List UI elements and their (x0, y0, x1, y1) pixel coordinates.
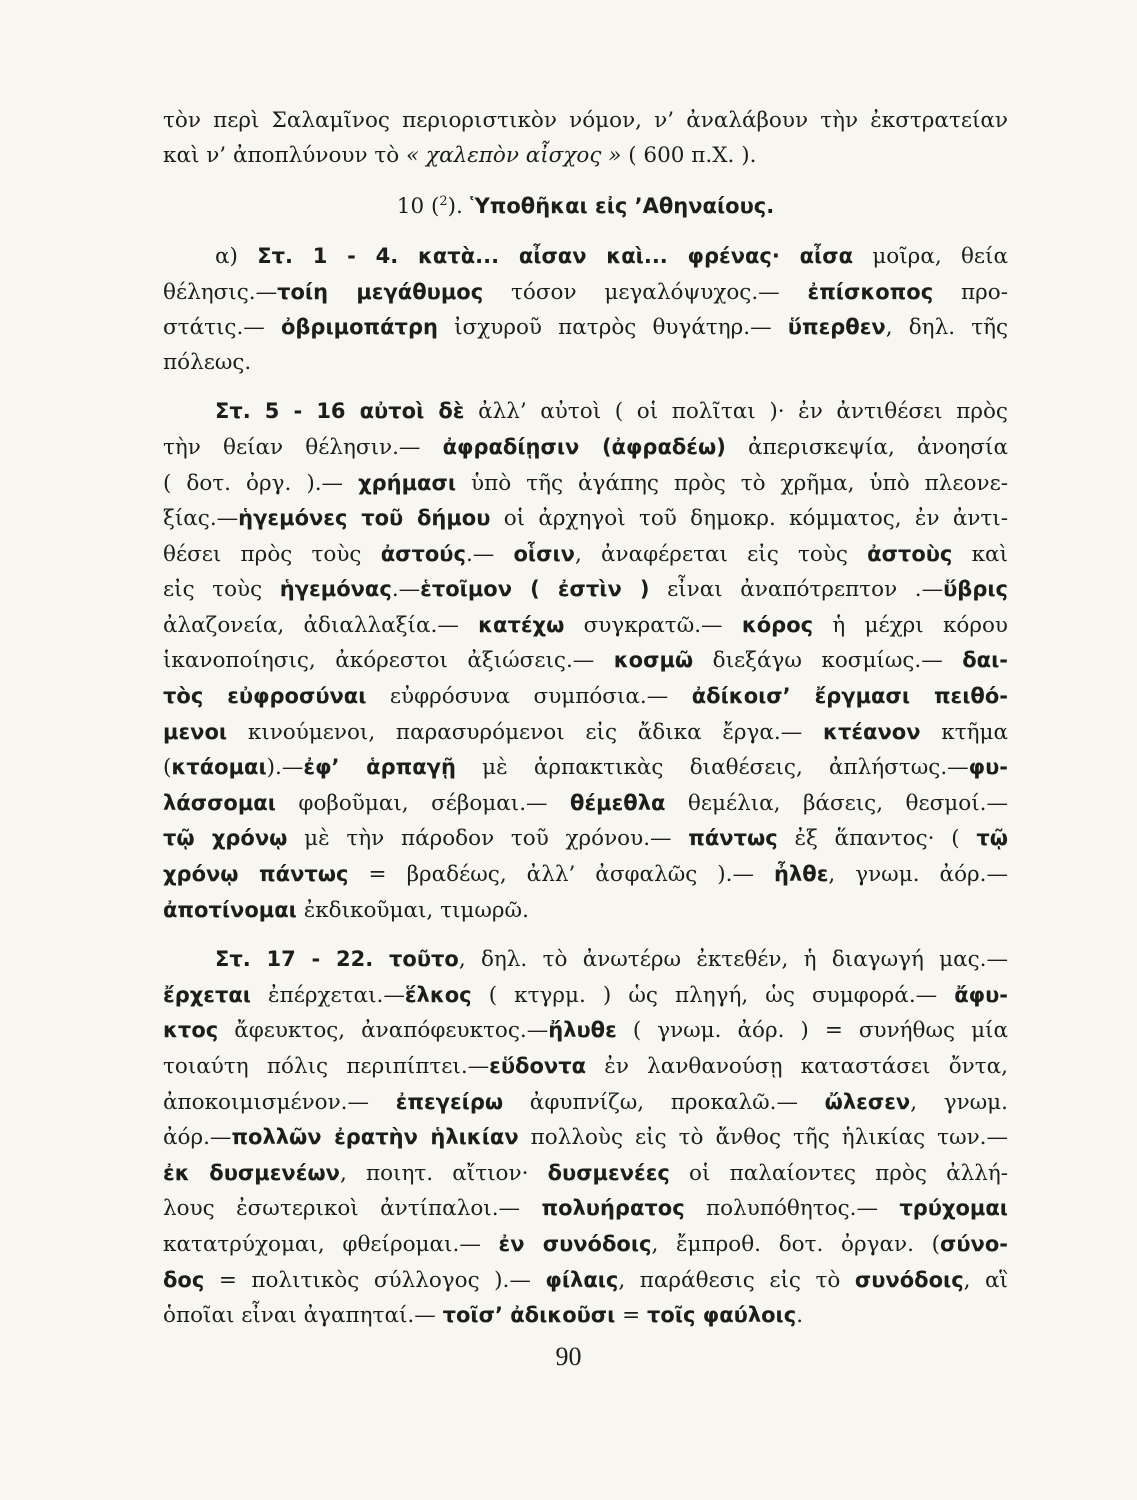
bold-term: φίλαις (545, 1267, 619, 1292)
bold-term: ἀστούς (380, 541, 466, 566)
bold-term: πολλῶν ἐρατὴν ἡλικίαν (231, 1125, 519, 1150)
text-fragment: , δηλ. τὸ ἀνωτέρω ἐκτεθέν, ἡ διαγωγή μας.— (458, 947, 1009, 973)
text-fragment: ὁποῖαι εἶναι ἀγαπηταί.— (163, 1303, 443, 1329)
text-fragment: , ἀναφέρεται εἰς τοὺς (574, 541, 868, 567)
text-fragment: ). (447, 194, 463, 220)
text-line (163, 1191, 1008, 1227)
bold-term: πολυήρατος (541, 1196, 685, 1221)
text-fragment: λους ἐσωτερικοὶ ἀντίπαλοι.— (163, 1196, 542, 1222)
text-fragment: μὲ ἁρπακτικὰς διαθέσεις, ἀπλήστως.— (455, 755, 969, 781)
bold-term: μενοι (163, 719, 228, 744)
text-line (163, 893, 1008, 929)
bold-term: κτάομαι (171, 755, 267, 780)
bold-term: ἄφυ- (954, 982, 1008, 1007)
text-fragment: ἄφευκτος, ἀναπόφευκτος.— (218, 1018, 549, 1044)
bold-term: Ὑποθῆκαι εἰς ’Αθηναίους. (462, 194, 775, 219)
bold-term: δυσμενέες (547, 1160, 670, 1185)
bold-term: ἐφ’ ἁρπαγῇ (303, 755, 456, 780)
bold-term: Στ. 5 - 16 αὐτοὶ δὲ (215, 399, 465, 424)
page-number: 90 (555, 1342, 582, 1371)
text-fragment: ἰσχυροῦ πατρὸς θυγάτηρ.— (437, 315, 788, 341)
section-heading (163, 185, 1008, 225)
text-fragment: θέλησις.— (163, 279, 278, 305)
text-fragment: μὲ τὴν πάροδον τοῦ χρόνου.— (287, 826, 689, 852)
bold-term: δαι- (962, 648, 1008, 673)
text-line (163, 821, 1008, 857)
text-line (163, 978, 1008, 1014)
bold-term: ὀβριμοπάτρη (280, 315, 438, 340)
text-fragment: τοιαύτη πόλις περιπίπτει.— (163, 1054, 490, 1079)
text-fragment: κατατρύχομαι, φθείρομαι.— (163, 1231, 499, 1257)
bold-term: ἐν συνόδοις (498, 1231, 652, 1256)
commentary-text (163, 104, 1008, 1334)
text-fragment: 10 ( (396, 194, 440, 220)
bold-term: ὕπερθεν (787, 315, 886, 340)
text-fragment: , δηλ. τῆς (885, 315, 1009, 341)
bold-term: χρόνῳ πάντως (163, 862, 349, 887)
quote: « χαλεπὸν αἶσχος » (406, 142, 622, 168)
text-fragment: ἐν λανθανούσῃ καταστάσει ὄντα, (586, 1054, 1008, 1079)
text-fragment: .— (391, 577, 421, 603)
text-line (163, 466, 1008, 502)
text-fragment: ἀλλ’ αὐτοὶ ( οἱ πολῖται )· ἐν ἀντιθέσει πρὸς (464, 399, 1008, 425)
text-fragment: ( γνωμ. ἀόρ. ) = συνήθως μία (616, 1018, 1009, 1044)
text-fragment: στάτις.— (163, 315, 281, 341)
bold-term: κοσμῶ (613, 648, 694, 673)
text-fragment: α) (215, 243, 258, 269)
text-fragment: ἀλαζονεία, ἀδιαλλαξία.— (163, 612, 479, 638)
text-line (163, 239, 1008, 275)
bold-term: τοίη μεγάθυμος (277, 279, 484, 304)
bold-term: τρύχομαι (899, 1196, 1008, 1221)
text-fragment: πολλοὺς εἰς τὸ ἄνθος τῆς ἡλικίας των.— (518, 1125, 1009, 1151)
bold-term: λάσσομαι (163, 790, 276, 815)
text-line (163, 501, 1008, 537)
text-fragment: διεξάγω κοσμίως.— (693, 648, 963, 674)
bold-term: εὕδοντα (489, 1054, 587, 1078)
text-fragment: , παράθεσις εἰς τὸ (618, 1267, 855, 1293)
bold-term: Στ. 17 - 22. τοῦτο (215, 947, 459, 972)
text-line (163, 1013, 1008, 1049)
text-fragment: ( 600 π.Χ. ). (621, 142, 757, 168)
text-fragment: .— (465, 541, 514, 567)
bold-term: κτέανον (823, 719, 921, 744)
text-fragment: θεμέλια, βάσεις, θεσμοί.— (665, 790, 1008, 816)
bold-term: κόρος (741, 612, 814, 637)
bold-term: δος (163, 1267, 205, 1292)
text-fragment: εἰς τοὺς (163, 577, 280, 603)
text-fragment: οἱ ἀρχηγοὶ τοῦ δημοκρ. κόμματος, ἐν ἀντι- (490, 506, 1008, 532)
bold-term: πάντως (688, 826, 778, 851)
text-line (163, 679, 1008, 715)
text-fragment: εἶναι ἀναπότρεπτον .— (649, 577, 944, 603)
bold-term: ἦλθε (774, 862, 829, 887)
text-line: τὸν περὶ Σαλαμῖνος περιοριστικὸν νόμον, ν’ ἀναλάβουν τὴν ἐκστρατείαν (163, 108, 1008, 133)
text-line (163, 1156, 1008, 1192)
text-line: πόλεως. (163, 349, 252, 375)
text-fragment: πολυπόθητος.— (684, 1196, 900, 1222)
text-fragment: , αἳ (963, 1267, 1008, 1293)
bold-term: τοῖσ’ ἀδικοῦσι (442, 1303, 616, 1328)
bold-term: ἀστοὺς (867, 541, 953, 566)
text-fragment: ἐξ ἅπαντος· ( (777, 826, 977, 852)
text-line (163, 1120, 1008, 1156)
bold-term: ἑτοῖμον ( ἐστὶν ) (420, 577, 650, 602)
bold-term: ἐπεγείρω (395, 1089, 504, 1114)
bold-term: κτος (163, 1018, 219, 1043)
text-fragment: ἐκδικοῦμαι, τιμωρῶ. (296, 897, 529, 923)
text-line (163, 394, 1008, 430)
text-fragment: τόσον μεγαλόψυχος.— (483, 279, 808, 305)
text-fragment: ( δοτ. ὀργ. ).— (163, 470, 359, 496)
bold-term: φυ- (968, 755, 1008, 780)
bold-term: τὸς εὐφροσύναι (163, 684, 367, 709)
text-fragment: φοβοῦμαι, σέβομαι.— (275, 790, 571, 816)
text-fragment: ὑπὸ τῆς ἀγάπης πρὸς τὸ χρῆμα, ὑπὸ πλεονε- (456, 470, 1008, 496)
text-fragment: εὐφρόσυνα συμπόσια.— (366, 684, 692, 710)
text-fragment: = (615, 1303, 648, 1329)
text-fragment: κτῆμα (920, 719, 1008, 745)
text-fragment: κινούμενοι, παρασυρόμενοι εἰς ἄδικα ἔργα.— (227, 719, 824, 745)
bold-term: οἷσιν (513, 541, 575, 566)
text-line (163, 1085, 1008, 1121)
text-fragment: , ποιητ. αἴτιον· (339, 1160, 548, 1186)
text-fragment: ξίας.— (163, 506, 239, 532)
text-fragment: , γνωμ. ἀόρ.— (828, 862, 1008, 888)
text-fragment: ἀφυπνίζω, προκαλῶ.— (503, 1089, 825, 1115)
bold-term: ἡγεμόνας (279, 577, 392, 602)
text-fragment: ἱκανοποίησις, ἀκόρεστοι ἀξιώσεις.— (163, 648, 614, 674)
bold-term: ἐκ δυσμενέων (163, 1160, 340, 1185)
bold-term: ἀδίκοισ’ ἔργμασι πειθό- (691, 684, 1008, 709)
bold-term: συνόδοις (854, 1267, 964, 1292)
text-fragment: = πολιτικὸς σύλλογος ).— (204, 1267, 546, 1293)
text-fragment: ).— (266, 755, 304, 781)
text-line (163, 537, 1008, 573)
bold-term: ὤλεσεν (824, 1089, 911, 1114)
text-line (163, 1298, 1008, 1334)
text-line (163, 275, 1008, 311)
text-line (163, 1227, 1008, 1263)
bold-term: τοῖς φαύλοις (647, 1303, 797, 1328)
text-fragment: ἀπερισκεψία, ἀνοησία (725, 434, 1008, 460)
bold-term: ἤλυθε (548, 1018, 617, 1043)
text-fragment: ( κτγρμ. ) ὡς πληγή, ὡς συμφορά.— (471, 982, 955, 1008)
text-fragment: μοῖρα, θεία (853, 243, 1008, 269)
text-fragment: καὶ ν’ ἀποπλύνουν τὸ (163, 142, 407, 168)
text-fragment: . (796, 1303, 804, 1329)
text-fragment: ἀποκοιμισμένον.— (163, 1089, 396, 1115)
text-line (163, 1263, 1008, 1299)
text-fragment: οἱ παλαίοντες πρὸς ἀλλή- (669, 1160, 1008, 1186)
bold-term: ἔρχεται (163, 982, 251, 1007)
text-line (163, 942, 1008, 978)
text-line (163, 608, 1008, 644)
bold-term: κατέχω (478, 612, 565, 637)
text-fragment: προ- (933, 279, 1008, 305)
text-line (163, 750, 1008, 786)
text-fragment: , ἔμπροθ. δοτ. ὀργαν. ( (651, 1231, 941, 1257)
text-line (163, 1049, 1008, 1085)
text-line (163, 643, 1008, 679)
text-line (163, 857, 1008, 893)
bold-term: σύνο- (940, 1231, 1008, 1256)
bold-term: Στ. 1 - 4. κατὰ... αἶσαν καὶ... φρένας· αἶσα (257, 243, 854, 268)
text-fragment: ἡ μέχρι κόρου (813, 612, 1009, 638)
text-fragment: ἐπέρχεται.— (250, 982, 405, 1008)
bold-term: ἀποτίνομαι (163, 897, 297, 922)
footnote-marker: 2 (439, 194, 448, 210)
text-fragment: καὶ (952, 541, 1008, 567)
text-fragment: θέσει πρὸς τοὺς (163, 541, 381, 567)
text-line (163, 310, 1008, 346)
bold-term: τῷ χρόνῳ (163, 826, 288, 851)
text-line (163, 572, 1008, 608)
bold-term: θέμεθλα (570, 790, 666, 815)
text-line (163, 139, 1008, 174)
bold-term: τῷ (976, 826, 1008, 851)
bold-term: ὕβρις (943, 577, 1008, 602)
text-line (163, 786, 1008, 822)
text-fragment: συγκρατῶ.— (564, 612, 742, 638)
text-fragment: , γνωμ. (910, 1089, 1008, 1115)
text-fragment: ἀόρ.— (163, 1125, 232, 1151)
text-line (163, 430, 1008, 466)
text-fragment: ( (163, 755, 172, 781)
text-fragment: = βραδέως, ἀλλ’ ἀσφαλῶς ).— (348, 862, 775, 888)
bold-term: ἡγεμόνες τοῦ δήμου (238, 506, 491, 531)
bold-term: ἕλκος (404, 982, 472, 1007)
bold-term: ἀφραδίῃσιν (ἀφραδέω) (442, 434, 726, 459)
text-line (163, 715, 1008, 751)
bold-term: ἐπίσκοπος (807, 279, 934, 304)
text-fragment: τὴν θείαν θέλησιν.— (163, 434, 443, 460)
bold-term: χρήμασι (358, 470, 457, 495)
